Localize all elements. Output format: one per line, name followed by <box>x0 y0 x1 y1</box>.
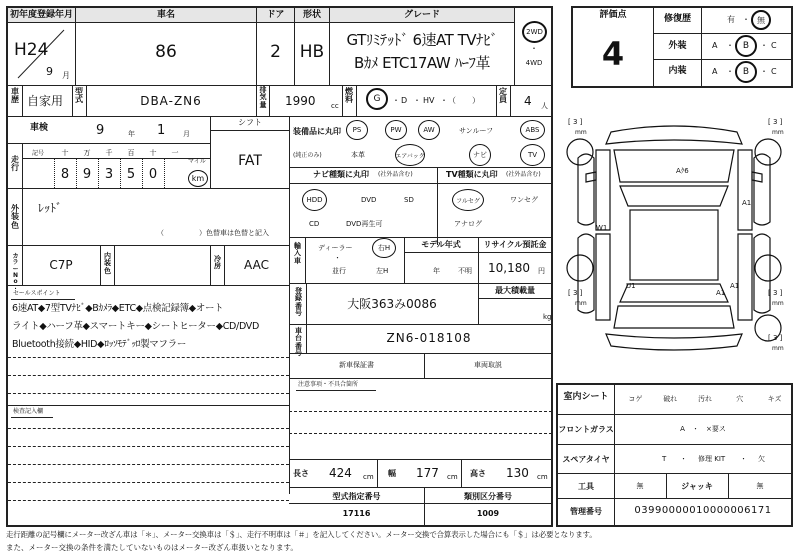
fuel-hv: HV <box>423 96 435 105</box>
diagram-mark-1: A1 <box>742 199 752 207</box>
interior-label: 内装 <box>668 66 687 76</box>
seat-item-0: コゲ <box>628 395 643 403</box>
spare-none: 欠 <box>758 455 765 463</box>
score-label: 評価点 <box>573 8 653 22</box>
chassis-value: ZN6-018108 <box>386 331 472 345</box>
diagram-mark-6: Aｸ6 <box>676 167 689 175</box>
shape-value: HB <box>299 42 325 62</box>
mileage-mile: マイル <box>188 158 206 165</box>
grade-label: グレード <box>330 8 514 22</box>
color-no-value: C7P <box>49 258 73 272</box>
repair-label: 修復歴 <box>663 14 691 24</box>
import-dot: ・ <box>334 254 341 262</box>
registration-month: 9 <box>46 65 53 78</box>
exterior-a: A <box>712 41 718 50</box>
mileage-unit-2: 千 <box>105 149 113 157</box>
interior-sep: ・ <box>726 67 734 76</box>
registration-era: H24 <box>14 40 49 60</box>
model-year-unknown: 不明 <box>458 267 472 275</box>
diagram-mm-3: mm <box>575 300 587 307</box>
tv-fullseg: フルセグ <box>452 189 484 211</box>
fuel-label: 燃 料 <box>345 87 353 105</box>
exterior-label: 外装 <box>668 41 687 51</box>
type-cert-value: 17116 <box>342 509 371 518</box>
color-label: 外 装 色 <box>11 204 19 230</box>
seat-item-1: 破れ <box>663 395 678 403</box>
equip-tv: TV <box>520 144 545 166</box>
repair-yes: 有 <box>727 15 735 24</box>
inspection-label: 車検 <box>30 123 49 133</box>
sales-point-line1: 6速AT◆7型TVﾅﾋﾞ◆Bｶﾒﾗ◆ETC◆点検記録簿◆オート <box>12 303 224 314</box>
equip-ps: PS <box>346 120 368 140</box>
inspection-month-unit: 月 <box>183 130 190 138</box>
spare-t: T <box>662 455 667 463</box>
type-cert-label: 型式指定番号 <box>332 492 381 501</box>
class-no-label: 類別区分番号 <box>464 492 512 501</box>
grade-line2: Bｶﾒ ETC17AW ﾊｰﾌ革 <box>354 54 490 72</box>
seat-label: 室内シート <box>563 392 609 402</box>
import-rh: 右H <box>372 238 396 258</box>
interior-color-label: 内 装 色 <box>104 252 111 275</box>
diagram-bracket-1: [ 3 ] <box>568 118 583 126</box>
registration-month-unit: 月 <box>62 71 70 80</box>
shift-value: FAT <box>238 153 262 169</box>
diagram-mark-2: A1 <box>730 282 740 290</box>
model-label: 車名 <box>76 8 256 22</box>
ac-label: 冷 房 <box>214 255 221 271</box>
shift-label: シフト <box>238 118 262 127</box>
model-year-year: 年 <box>433 267 440 275</box>
inspection-year: 9 <box>96 123 105 138</box>
import-label: 輸 入 車 <box>294 242 301 265</box>
exterior-sep2: ・ <box>760 41 768 50</box>
recycle-value: 10,180 <box>488 261 530 275</box>
reg-no-label: 登 録 番 号 <box>295 287 302 318</box>
mileage-digit-4: 0 <box>148 167 158 182</box>
equip-airbag: エアバック <box>395 144 425 166</box>
width-unit: cm <box>447 473 458 481</box>
inspection-month: 1 <box>157 123 166 138</box>
navi-type-label: ナビ種類に丸印 <box>313 170 369 179</box>
type-code-label: 型 式 <box>75 87 83 105</box>
registration-label: 初年度登録年月 <box>9 10 73 20</box>
mileage-label: 走 行 <box>11 155 19 173</box>
equipment-label: 装備品に丸印 <box>293 127 341 136</box>
diagram-mark-5: A1 <box>716 289 726 297</box>
spare-label: スペアタイヤ <box>562 455 610 464</box>
sales-point-label: セールスポイント <box>13 290 61 297</box>
navi-type-sub: (社外品含む) <box>378 171 413 178</box>
fuel-sep3: ・ <box>440 96 448 105</box>
glass-label: フロントガラス <box>558 425 614 434</box>
height-unit: cm <box>537 473 548 481</box>
model-value: 86 <box>155 42 177 62</box>
exterior-sep: ・ <box>726 41 734 50</box>
seat-item-2: 汚れ <box>697 395 712 403</box>
max-load-label: 最大積載量 <box>495 286 535 295</box>
model-year-label: モデル年式 <box>421 240 461 249</box>
mileage-unit-0: 十 <box>61 149 69 157</box>
length-unit: cm <box>363 473 374 481</box>
diagram-mark-4: U1 <box>626 282 636 290</box>
diagram-bracket-2: [ 3 ] <box>768 118 783 126</box>
exterior-b: B <box>735 35 757 57</box>
equip-leather: 本革 <box>351 151 365 159</box>
displacement-unit: cc <box>331 102 339 110</box>
sales-point-line2: ライト◆ハーフ革◆スマートキー◆シートヒーター◆CD/DVD <box>12 321 260 332</box>
use-label: 車 歴 <box>11 87 19 105</box>
repair-dot: ・ <box>742 15 750 24</box>
inspection-year-unit: 年 <box>128 130 135 138</box>
mileage-digit-1: 9 <box>82 167 92 182</box>
spare-kit: 修理 KIT <box>698 455 726 463</box>
tv-type-sub: (社外品含む) <box>506 171 541 178</box>
fuel-d: D <box>401 96 408 105</box>
equip-sunroof: サンルーフ <box>459 127 494 135</box>
width-label: 幅 <box>388 469 396 478</box>
mileage-digit-3: 5 <box>126 167 136 182</box>
tv-analog: アナログ <box>454 220 482 228</box>
recycle-label: リサイクル預託金 <box>483 240 547 249</box>
doors-value: 2 <box>270 42 281 62</box>
color-value: ﾚｯﾄﾞ <box>38 201 63 215</box>
drive-dot: ・ <box>530 44 538 53</box>
mileage-km: km <box>188 170 208 187</box>
ac-value: AAC <box>244 258 269 272</box>
max-load-unit: kg <box>543 313 552 321</box>
mileage-unit-1: 万 <box>83 149 91 157</box>
equip-aw: AW <box>418 120 440 140</box>
drive-2wd: 2WD <box>522 21 547 43</box>
import-lh: 左H <box>376 267 389 275</box>
grade-line1: GTﾘﾐﾃｯﾄﾞ 6速AT TVﾅﾋﾞ <box>346 31 498 49</box>
equip-abs: ABS <box>520 120 545 140</box>
inspector-label: 検査記入欄 <box>13 408 44 415</box>
diagram-mm-5: mm <box>772 345 784 352</box>
diagram-mm-2: mm <box>772 129 784 136</box>
tools-value: 無 <box>636 482 644 490</box>
manual-label: 車両取説 <box>474 361 502 369</box>
diagram-mm-4: mm <box>772 300 784 307</box>
interior-sep2: ・ <box>760 67 768 76</box>
doors-label: ドア <box>257 8 294 22</box>
score-value: 4 <box>601 35 625 73</box>
sales-point-line3: Bluetooth接続◆HID◆ﾛｯｿﾓﾃﾞｯﾛ製マフラー <box>12 339 187 350</box>
displacement-label: 排 気 量 <box>259 86 267 109</box>
capacity-label: 定 員 <box>499 87 507 105</box>
footer-line2: また、メーター交換の条件を満たしていないものはメーター改ざん車扱いとなります。 <box>6 543 298 552</box>
chassis-label: 車 台 番 号 <box>295 327 302 358</box>
diagram-mark-3: W1 <box>596 224 608 232</box>
mileage-unit-5: 一 <box>171 149 179 157</box>
color-note: （ ）色替車は色替と記入 <box>157 229 269 237</box>
mgmt-value: 03990000010000006171 <box>634 505 772 516</box>
exterior-c: C <box>771 41 777 50</box>
mileage-sym-label: 記号 <box>32 150 45 157</box>
type-code-value: DBA-ZN6 <box>140 94 202 108</box>
mileage-digit-0: 8 <box>60 167 70 182</box>
length-label: 長さ <box>293 469 309 478</box>
mileage-unit-3: 百 <box>127 149 135 157</box>
repair-no: 無 <box>751 10 771 30</box>
interior-c: C <box>771 67 777 76</box>
jack-label: ジャッキ <box>681 482 713 491</box>
drive-4wd: 4WD <box>525 59 543 67</box>
diagram-bracket-3: [ 3 ] <box>568 289 583 297</box>
fuel-g: G <box>366 88 388 110</box>
diagram-mm-1: mm <box>575 129 587 136</box>
fuel-sep2: ・ <box>413 96 421 105</box>
spare-dot: ・ <box>680 455 687 463</box>
import-parallel: 並行 <box>332 267 346 275</box>
navi-dvd-play: DVD再生可 <box>346 220 383 228</box>
recycle-unit: 円 <box>538 267 545 275</box>
equipment-sub: (純正のみ) <box>293 152 322 159</box>
height-label: 高さ <box>470 469 486 478</box>
shape-label: 形状 <box>295 8 329 22</box>
caution-label: 注意事項・不具合箇所 <box>298 381 359 388</box>
reg-no-value: 大阪363み0086 <box>347 297 437 311</box>
color-no-label: カ ラ ー N o . <box>12 253 19 292</box>
glass-value: A ・ ×要ス <box>680 425 726 433</box>
class-no-value: 1009 <box>476 509 500 518</box>
capacity-unit: 人 <box>541 102 548 110</box>
width-value: 177 <box>416 466 439 480</box>
spare-dot2: ・ <box>740 455 747 463</box>
mgmt-label: 管理番号 <box>570 507 602 516</box>
footer-line1: 走行距離の記号欄にメーター改ざん車は「＊」、メーター交換車は「＄」、走行不明車は「＃」を記入してください。メーター交換で合算表示した場合にも「＄」は必要となります。 <box>6 530 597 539</box>
import-dealer: ディーラー <box>318 244 353 252</box>
navi-sd: SD <box>404 196 414 204</box>
diagram-bracket-5: [ 3 ] <box>768 334 783 342</box>
use-value: 自家用 <box>27 94 64 108</box>
tv-type-label: TV種類に丸印 <box>446 170 498 179</box>
interior-a: A <box>712 67 718 76</box>
mileage-digit-2: 3 <box>104 167 114 182</box>
tools-label: 工具 <box>578 482 594 491</box>
jack-value: 無 <box>756 482 764 490</box>
fuel-sep1: ・ <box>392 96 400 105</box>
car-diagram <box>556 110 793 360</box>
interior-b: B <box>735 61 757 83</box>
diagram-bracket-4: [ 3 ] <box>768 289 783 297</box>
length-value: 424 <box>329 466 352 480</box>
displacement-value: 1990 <box>285 94 316 108</box>
navi-hdd: HDD <box>302 189 327 211</box>
height-value: 130 <box>506 466 529 480</box>
tv-oneseg: ワンセグ <box>510 196 538 204</box>
capacity-value: 4 <box>524 94 532 108</box>
equip-pw: PW <box>385 120 407 140</box>
mileage-unit-4: 十 <box>149 149 157 157</box>
seat-item-3: 穴 <box>736 395 744 403</box>
new-warranty-label: 新車保証書 <box>339 361 374 369</box>
equip-navi: ナビ <box>469 144 491 166</box>
fuel-other: （ ） <box>448 96 480 105</box>
seat-item-4: キズ <box>767 395 782 403</box>
navi-cd: CD <box>309 220 320 228</box>
navi-dvd: DVD <box>361 196 377 204</box>
